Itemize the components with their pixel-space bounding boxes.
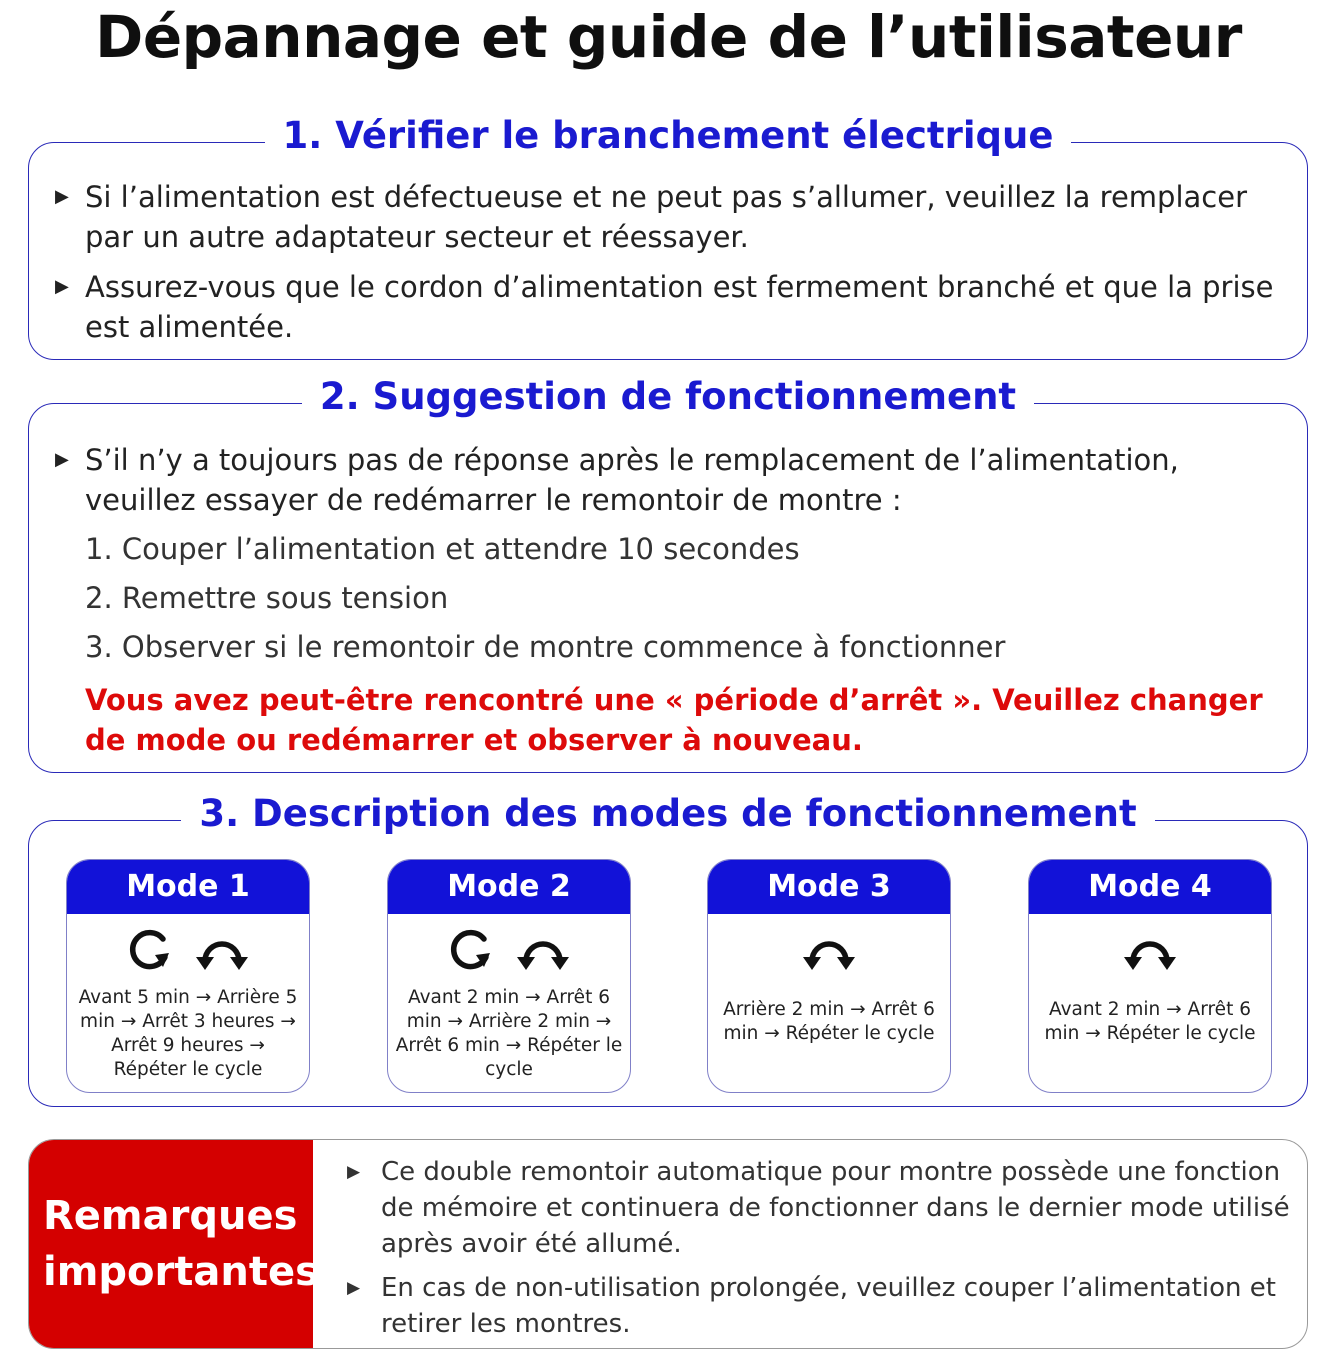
triangle-bullet-icon: ▶ (347, 1162, 361, 1182)
mode-description: Arrière 2 min → Arrêt 6 min → Répéter le cycle (723, 999, 935, 1044)
counterclockwise-arrow-icon (1121, 927, 1179, 973)
counterclockwise-arrow-icon (800, 927, 858, 973)
triangle-bullet-icon: ▶ (347, 1278, 361, 1298)
remarks-title-panel (29, 1140, 319, 1348)
triangle-bullet-icon: ▶ (55, 186, 69, 207)
mode-description: Avant 5 min → Arrière 5 min → Arrêt 3 heures → Arrêt 9 heures → Répéter le cycle (78, 987, 298, 1080)
step-item: 3. Observer si le remontoir de montre commence à fonctionner (85, 630, 1006, 664)
mode-description: Avant 2 min → Arrêt 6 min → Répéter le cycle (1044, 999, 1256, 1044)
list-item: ▶ En cas de non-utilisation prolongée, veuillez couper l’alimentation et retirer les montres. (347, 1270, 1293, 1342)
list-item: ▶ Assurez-vous que le cordon d’alimentation est fermement branché et que la prise est alimentée. (55, 267, 1297, 347)
page-title: Dépannage et guide de l’utilisateur (95, 3, 1242, 71)
counterclockwise-arrow-icon (193, 927, 251, 973)
remarks-title-line: Remarques (43, 1193, 298, 1239)
section-power-check (28, 114, 1308, 360)
list-item: ▶ Ce double remontoir automatique pour montre possède une fonction de mémoire et continuera de fonctionner dans le dernier mode utilisé après avoir été allumé. (347, 1154, 1293, 1262)
mode-description: Avant 2 min → Arrêt 6 min → Arrière 2 min → Arrêt 6 min → Répéter le cycle (395, 987, 623, 1080)
mode-title: Mode 2 (388, 860, 630, 914)
triangle-bullet-icon: ▶ (55, 449, 69, 470)
mode-title: Mode 1 (67, 860, 309, 914)
section-heading: 2. Suggestion de fonctionnement (302, 374, 1034, 420)
warning-text: Vous avez peut-être rencontré une « période d’arrêt ». Veuillez changer de mode ou redémarrer et observer à nouveau. (85, 683, 1263, 757)
counterclockwise-arrow-icon (514, 927, 572, 973)
triangle-bullet-icon: ▶ (55, 276, 69, 297)
mode-title: Mode 3 (708, 860, 950, 914)
section-modes (28, 792, 1308, 1107)
section-operation-suggestion (28, 375, 1308, 773)
list-item: ▶ Si l’alimentation est défectueuse et ne peut pas s’allumer, veuillez la remplacer par un autre adaptateur secteur et réessayer. (55, 177, 1297, 257)
mode-card-2 (387, 859, 631, 1093)
important-remarks (28, 1139, 1308, 1349)
step-item: 1. Couper l’alimentation et attendre 10 secondes (85, 532, 800, 566)
list-item: ▶ S’il n’y a toujours pas de réponse après le remplacement de l’alimentation, veuillez essayer de redémarrer le remontoir de montre : (55, 440, 1297, 520)
section-heading: 1. Vérifier le branchement électrique (265, 113, 1072, 159)
section-heading: 3. Description des modes de fonctionnement (181, 791, 1154, 837)
clockwise-arrow-icon (125, 927, 171, 973)
mode-card-4 (1028, 859, 1272, 1093)
mode-title: Mode 4 (1029, 860, 1271, 914)
step-item: 2. Remettre sous tension (85, 581, 449, 615)
mode-card-3 (707, 859, 951, 1093)
remarks-title-line: importantes (43, 1249, 319, 1295)
mode-card-1 (66, 859, 310, 1093)
clockwise-arrow-icon (446, 927, 492, 973)
